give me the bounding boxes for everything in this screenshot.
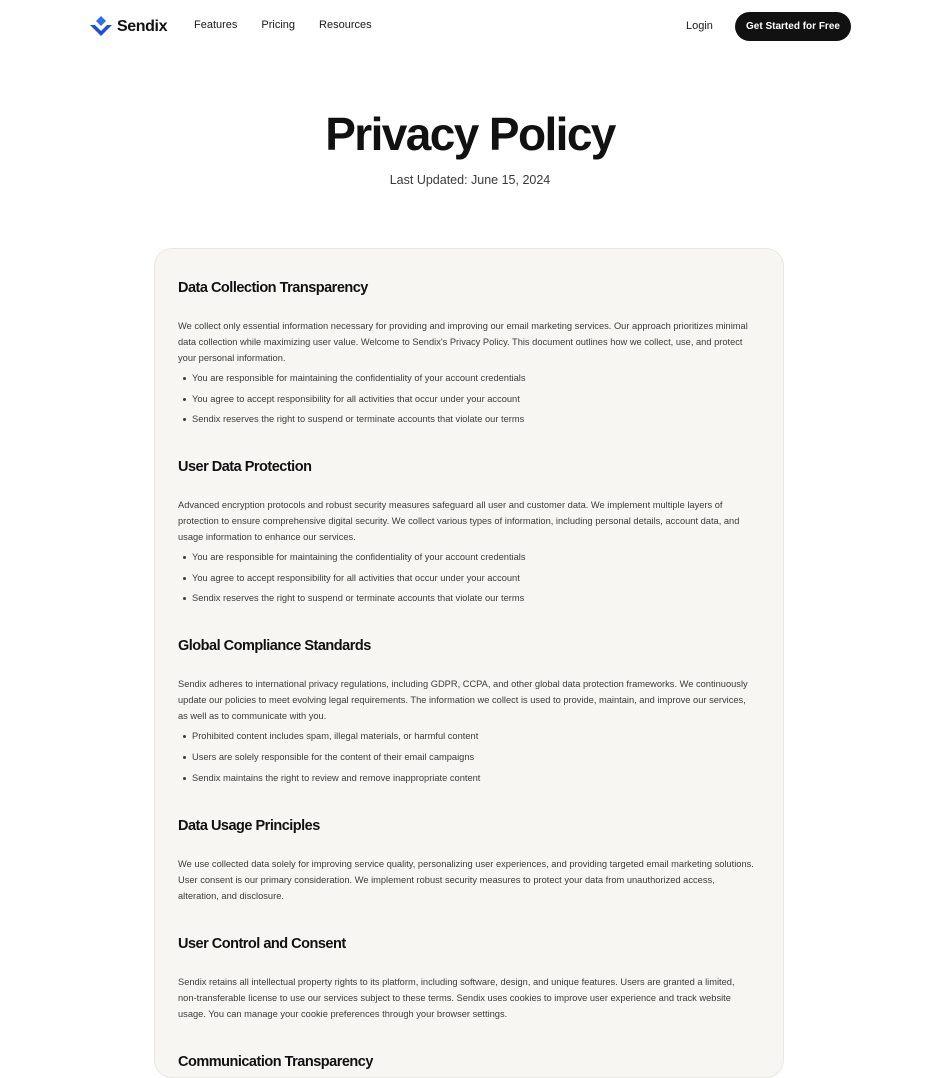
- section-heading: Communication Transparency: [178, 1053, 373, 1070]
- policy-section: [178, 934, 760, 1022]
- bullet-item: You agree to accept responsibility for all activities that occur under your account: [178, 391, 760, 407]
- bullet-item: Sendix maintains the right to review and remove inappropriate content: [178, 770, 760, 786]
- policy-section: [178, 1052, 760, 1072]
- nav-link-pricing[interactable]: Pricing: [261, 19, 296, 31]
- bullet-item: You agree to accept responsibility for all activities that occur under your account: [178, 570, 760, 586]
- section-body: We use collected data solely for improving service quality, personalizing user experiences, and providing targeted email marketing solutions. User consent is our primary consideration. We implement robust security measures to protect your data from unauthorized access, alteration, and disclosure.: [178, 858, 754, 901]
- bullet-item: Users are solely responsible for the content of their email campaigns: [178, 749, 760, 765]
- bullet-item: Sendix reserves the right to suspend or terminate accounts that violate our terms: [178, 590, 760, 606]
- policy-section: [178, 457, 760, 606]
- sendix-logo-icon: [89, 16, 113, 38]
- section-body: Advanced encryption protocols and robust security measures safeguard all user and customer data. We implement multiple layers of protection to ensure comprehensive digital security. We collect various types of information, including personal details, account data, and usage information to enhance our services.: [178, 500, 740, 543]
- policy-section: [178, 636, 760, 785]
- last-updated-date: Last Updated: June 15, 2024: [389, 173, 551, 187]
- primary-nav: [194, 19, 372, 31]
- section-heading: Data Collection Transparency: [178, 280, 368, 296]
- nav-link-features[interactable]: Features: [194, 19, 238, 31]
- policy-section: [178, 816, 760, 904]
- policy-content-card: [154, 248, 784, 1078]
- bullet-item: You are responsible for maintaining the confidentiality of your account credentials: [178, 549, 760, 565]
- section-heading: Global Compliance Standards: [178, 638, 371, 655]
- page-title: Privacy Policy: [325, 108, 615, 160]
- section-heading: User Data Protection: [178, 459, 312, 476]
- section-bullet-list: [178, 549, 760, 606]
- nav-link-resources[interactable]: Resources: [319, 19, 372, 31]
- brand-logo[interactable]: [89, 16, 167, 38]
- login-link[interactable]: Login: [686, 20, 713, 32]
- section-body: Sendix adheres to international privacy regulations, including GDPR, CCPA, and other global data protection frameworks. We continuously update our policies to meet evolving legal requirements. The information we collect is used to provide, maintain, and improve our services, as well as to communicate with you.: [178, 679, 748, 722]
- get-started-button[interactable]: Get Started for Free: [735, 12, 851, 41]
- section-bullet-list: [178, 370, 760, 427]
- section-body: Sendix retains all intellectual property rights to its platform, including software, design, and unique features. Users are granted a limited, non-transferable license to use our services subject to these terms. Sendix uses cookies to improve user experience and track website usage. You can manage your cookie preferences through your browser settings.: [178, 976, 735, 1019]
- policy-section: [178, 278, 760, 427]
- section-bullet-list: [178, 728, 760, 785]
- bullet-item: You are responsible for maintaining the confidentiality of your account credentials: [178, 370, 760, 386]
- section-heading: Data Usage Principles: [178, 817, 320, 834]
- section-body: We collect only essential information necessary for providing and improving our email marketing services. Our approach prioritizes minimal data collection while maximizing user value. Welcome to Sendix's Privacy Policy. This document outlines how we collect, use, and protect your personal information.: [178, 321, 748, 363]
- brand-name: Sendix: [117, 18, 168, 35]
- section-heading: User Control and Consent: [178, 935, 346, 952]
- top-navigation: [0, 0, 940, 54]
- bullet-item: Sendix reserves the right to suspend or terminate accounts that violate our terms: [178, 411, 760, 427]
- bullet-item: Prohibited content includes spam, illegal materials, or harmful content: [178, 728, 760, 744]
